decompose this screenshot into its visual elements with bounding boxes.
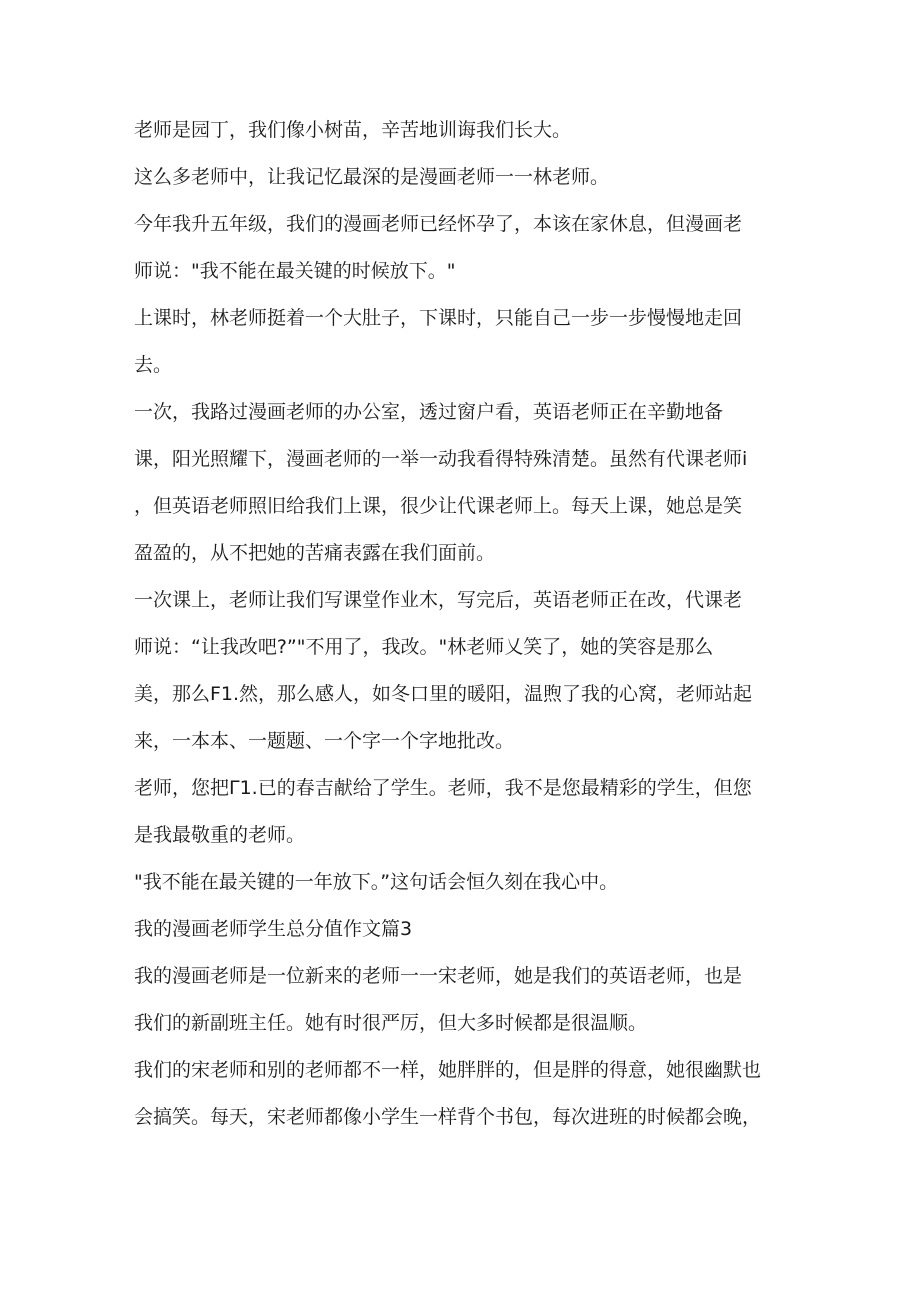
text-line: 我的漫画老师是一位新来的老师一一宋老师，她是我们的英语老师，也是	[134, 965, 743, 987]
document-body	[134, 112, 814, 1135]
text-line: 老师，您把Γ1.已的春吉献给了学生。老师，我不是您最精彩的学生，但您	[134, 777, 752, 799]
text-line: 去。	[134, 354, 173, 376]
text-line: 上课时，林老师挺着一个大肚子，下课时，只能自己一步一步慢慢地走回	[134, 307, 743, 329]
text-line: 美，那么F1.然，那么感人，如冬口里的暖阳，温煦了我的心窝，老师站起	[134, 683, 753, 705]
text-line: ，但英语老师照旧给我们上课，很少让代课老师上。每天上课，她总是笑	[134, 495, 743, 517]
section-heading: 我的漫画老师学生总分值作文篇3	[134, 918, 413, 940]
text-line: 是我最敬重的老师。	[134, 824, 306, 846]
text-line: 我们的新副班主任。她有时很严厉，但大多时候都是很温顺。	[134, 1012, 648, 1034]
text-line: 课，阳光照耀下，漫画老师的一举一动我看得特殊清楚。虽然有代课老师i	[134, 448, 748, 470]
text-line: 今年我升五年级，我们的漫画老师已经怀孕了，本该在家休息，但漫画老	[134, 213, 743, 235]
text-line: 会搞笑。每天，宋老师都像小学生一样背个书包，每次进班的时候都会晚，	[134, 1106, 762, 1128]
text-line: 老师是园丁，我们像小树苗，辛苦地训诲我们长大。	[134, 119, 572, 141]
text-line: 一次课上，老师让我们写课堂作业木，写完后，英语老师正在改，代课老	[134, 589, 743, 611]
text-line: 来，一本本、一题题、一个字一个字地批改。	[134, 730, 515, 752]
text-line: 一次，我路过漫画老师的办公室，透过窗户看，英语老师正在辛勤地备	[134, 401, 724, 423]
text-line: "我不能在最关键的一年放下。”这句话会恒久刻在我心中。	[134, 871, 619, 893]
text-line: 盈盈的，从不把她的苦痛表露在我们面前。	[134, 542, 496, 564]
text-line: 师说："我不能在最关键的时候放下。"	[134, 260, 456, 282]
text-line: 师说：“让我改吧?”"不用了，我改。"林老师乂笑了，她的笑容是那么	[134, 636, 714, 658]
text-line: 我们的宋老师和别的老师都不一样，她胖胖的，但是胖的得意，她很幽默也	[134, 1059, 762, 1081]
text-line: 这么多老师中，让我记忆最深的是漫画老师一一林老师。	[134, 166, 610, 188]
